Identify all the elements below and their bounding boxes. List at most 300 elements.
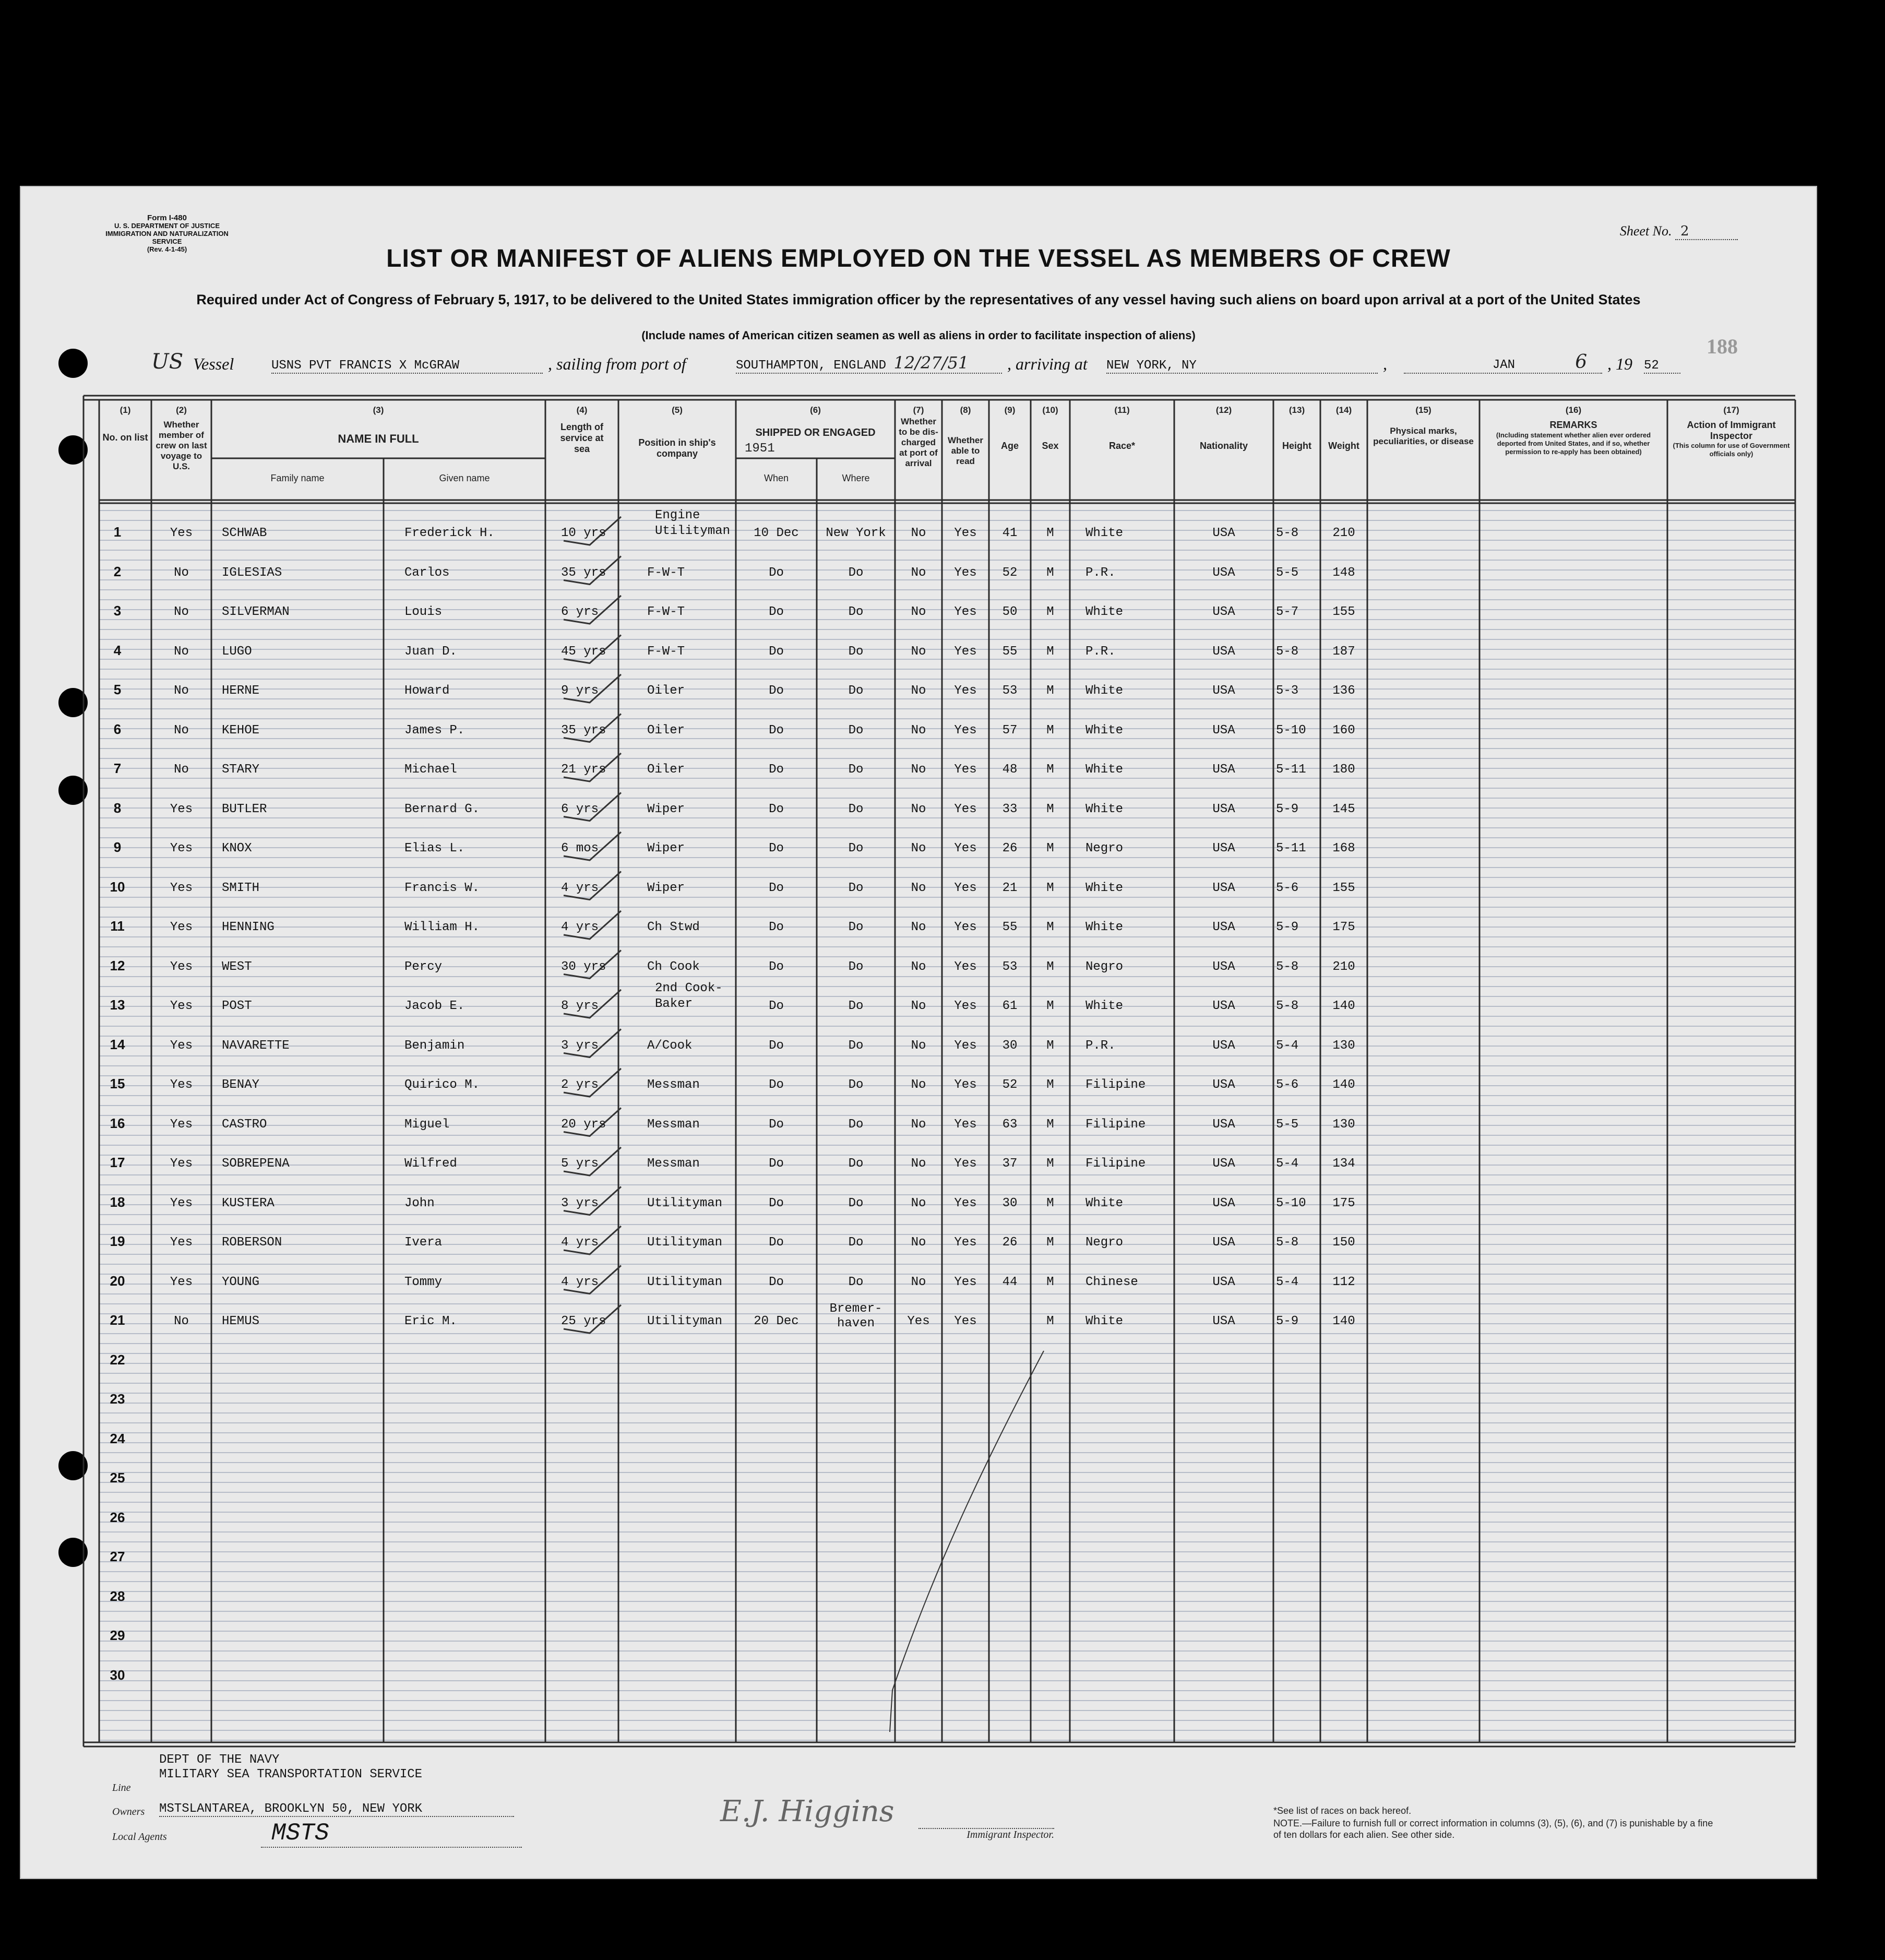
family-name: ROBERSON: [222, 1236, 282, 1250]
position-line-1: Engine: [655, 508, 700, 522]
height: 5-11: [1276, 841, 1306, 856]
header-action-sub: (This column for use of Government officials only): [1673, 442, 1790, 458]
arrival-year: 52: [1644, 359, 1680, 374]
crew-last-voyage: Yes: [170, 1196, 193, 1210]
given-name: Juan D.: [404, 644, 457, 659]
nationality: USA: [1212, 565, 1235, 580]
given-name: Francis W.: [404, 881, 480, 895]
able-to-read: Yes: [954, 1275, 977, 1289]
able-to-read: Yes: [954, 841, 977, 856]
position: Wiper: [647, 881, 685, 895]
year-prefix: , 19: [1607, 354, 1632, 373]
family-name: HENNING: [222, 920, 275, 934]
height: 5-9: [1276, 920, 1299, 934]
row-number: 14: [110, 1036, 125, 1052]
shipped-when: Do: [769, 1078, 784, 1092]
race: White: [1085, 605, 1124, 619]
row-number: 11: [110, 918, 125, 934]
header-shipped-or-engaged: SHIPPED OR ENGAGED: [755, 427, 876, 438]
age: 52: [1002, 1078, 1018, 1092]
shipped-when: Do: [769, 881, 784, 895]
able-to-read: Yes: [954, 605, 977, 619]
nationality: USA: [1212, 1236, 1235, 1250]
family-name: KEHOE: [222, 723, 260, 738]
given-name: Louis: [404, 605, 443, 619]
able-to-read: Yes: [954, 723, 977, 738]
shipped-where: Do: [848, 763, 864, 777]
height: 5-3: [1276, 684, 1299, 698]
weight: 134: [1332, 1157, 1355, 1171]
family-name: CASTRO: [222, 1117, 267, 1132]
height: 5-4: [1276, 1275, 1299, 1289]
crew-last-voyage: No: [174, 763, 189, 777]
nationality: USA: [1212, 920, 1235, 934]
race: P.R.: [1085, 644, 1116, 659]
able-to-read: Yes: [954, 1314, 977, 1328]
nationality: USA: [1212, 1078, 1235, 1092]
sex: M: [1046, 802, 1054, 816]
shipped-where: New York: [826, 526, 886, 540]
page-stamp: 188: [1707, 335, 1738, 358]
shipped-where: Do: [848, 920, 864, 934]
position: A/Cook: [647, 1038, 693, 1053]
sex: M: [1046, 1314, 1054, 1328]
age: 37: [1002, 1157, 1018, 1171]
height: 5-8: [1276, 999, 1299, 1013]
able-to-read: Yes: [954, 802, 977, 816]
shipped-when: Do: [769, 723, 784, 738]
arrival-port: NEW YORK, NY: [1106, 359, 1378, 374]
weight: 187: [1332, 644, 1355, 659]
punch-hole: [58, 435, 88, 465]
row-number: 23: [110, 1391, 125, 1407]
weight: 130: [1332, 1117, 1355, 1132]
to-be-discharged: No: [911, 526, 926, 540]
shipped-where: Do: [848, 723, 864, 738]
able-to-read: Yes: [954, 1038, 977, 1053]
to-be-discharged: No: [911, 1275, 926, 1289]
race: Negro: [1085, 959, 1124, 974]
owners-value: MSTSLANTAREA, BROOKLYN 50, NEW YORK: [159, 1802, 514, 1817]
weight: 175: [1332, 920, 1355, 934]
row-number: 18: [110, 1194, 125, 1210]
race: White: [1085, 684, 1124, 698]
header-c16-number: (16): [1565, 405, 1582, 415]
weight: 175: [1332, 1196, 1355, 1210]
row-number: 9: [113, 839, 122, 855]
to-be-discharged: No: [911, 999, 926, 1013]
length-of-service: 4 yrs: [561, 920, 599, 934]
position: F-W-T: [647, 605, 685, 619]
row-number: 6: [113, 721, 122, 737]
height: 5-6: [1276, 881, 1299, 895]
family-name: HEMUS: [222, 1314, 260, 1328]
length-of-service: 20 yrs: [561, 1117, 606, 1132]
shipped-when: Do: [769, 920, 784, 934]
length-of-service: 3 yrs: [561, 1196, 599, 1210]
to-be-discharged: No: [911, 802, 926, 816]
row-number: 30: [110, 1667, 125, 1683]
nationality: USA: [1212, 1314, 1235, 1328]
to-be-discharged: No: [911, 881, 926, 895]
family-name: BENAY: [222, 1078, 260, 1092]
punch-hole: [58, 776, 88, 805]
weight: 168: [1332, 841, 1355, 856]
header-c2-number: (2): [176, 405, 187, 415]
family-name: HERNE: [222, 684, 260, 698]
nationality: USA: [1212, 526, 1235, 540]
length-of-service: 6 yrs: [561, 802, 599, 816]
shipped-where: Do: [848, 1117, 864, 1132]
family-name: STARY: [222, 763, 260, 777]
to-be-discharged: No: [911, 723, 926, 738]
sex: M: [1046, 684, 1054, 698]
weight: 140: [1332, 999, 1355, 1013]
punch-hole: [58, 688, 88, 717]
to-be-discharged: No: [911, 1157, 926, 1171]
nationality: USA: [1212, 1038, 1235, 1053]
shipped-where: Do: [848, 999, 864, 1013]
age: 55: [1002, 644, 1018, 659]
age: 26: [1002, 1236, 1018, 1250]
family-name: LUGO: [222, 644, 252, 659]
shipped-when: Do: [769, 1038, 784, 1053]
race: White: [1085, 1314, 1124, 1328]
race: White: [1085, 526, 1124, 540]
header-c12-number: (12): [1215, 405, 1232, 415]
header-weight: Weight: [1328, 441, 1359, 451]
age: 55: [1002, 920, 1018, 934]
row-number: 24: [110, 1430, 125, 1446]
crew-last-voyage: Yes: [170, 526, 193, 540]
row-number: 15: [110, 1076, 125, 1091]
able-to-read: Yes: [954, 1236, 977, 1250]
weight: 180: [1332, 763, 1355, 777]
shipped-when: Do: [769, 763, 784, 777]
crew-last-voyage: Yes: [170, 959, 193, 974]
given-name: Carlos: [404, 565, 450, 580]
row-number: 21: [110, 1312, 125, 1328]
weight: 150: [1332, 1236, 1355, 1250]
race: White: [1085, 723, 1124, 738]
given-name: Frederick H.: [404, 526, 495, 540]
race: P.R.: [1085, 1038, 1116, 1053]
race: Chinese: [1085, 1275, 1138, 1289]
position: Messman: [647, 1117, 700, 1132]
shipped-where: Do: [848, 1275, 864, 1289]
crew-last-voyage: No: [174, 723, 189, 738]
height: 5-4: [1276, 1038, 1299, 1053]
crew-last-voyage: Yes: [170, 1038, 193, 1053]
length-of-service: 10 yrs: [561, 526, 606, 540]
arrival-month: JAN: [1492, 358, 1516, 372]
age: 50: [1002, 605, 1018, 619]
crew-last-voyage: Yes: [170, 881, 193, 895]
nationality: USA: [1212, 723, 1235, 738]
crew-last-voyage: No: [174, 1314, 189, 1328]
age: 52: [1002, 565, 1018, 580]
age: 33: [1002, 802, 1018, 816]
crew-last-voyage: Yes: [170, 1078, 193, 1092]
row-number: 17: [110, 1155, 125, 1170]
position: Ch Stwd: [647, 920, 700, 934]
age: 61: [1002, 999, 1018, 1013]
age: 48: [1002, 763, 1018, 777]
length-of-service: 2 yrs: [561, 1078, 599, 1092]
age: 41: [1002, 526, 1018, 540]
race: White: [1085, 1196, 1124, 1210]
height: 5-9: [1276, 1314, 1299, 1328]
header-where: Where: [842, 473, 870, 483]
shipped-when: Do: [769, 999, 784, 1013]
header-nationality: Nationality: [1199, 441, 1248, 451]
position-line-2: Baker: [655, 997, 693, 1011]
weight: 155: [1332, 881, 1355, 895]
length-of-service: 8 yrs: [561, 999, 599, 1013]
to-be-discharged: No: [911, 1117, 926, 1132]
arrival-day: 6: [1575, 351, 1588, 373]
required-statement: Required under Act of Congress of February 5, 1917, to be delivered to the United States immigration officer by the representatives of any vessel having such aliens on board upon arrival at a port of the United States: [196, 292, 1641, 307]
to-be-discharged: No: [911, 763, 926, 777]
row-number: 16: [110, 1115, 125, 1131]
family-name: SMITH: [222, 881, 260, 895]
header-c1-number: (1): [120, 405, 131, 415]
crew-last-voyage: Yes: [170, 1275, 193, 1289]
header-no-on-list: No. on list: [102, 432, 148, 443]
shipped-when: Do: [769, 1196, 784, 1210]
header-able-to-read: Whether able to read: [948, 435, 983, 466]
height: 5-6: [1276, 1078, 1299, 1092]
able-to-read: Yes: [954, 644, 977, 659]
header-c13-number: (13): [1289, 405, 1305, 415]
nationality: USA: [1212, 605, 1235, 619]
race: White: [1085, 999, 1124, 1013]
shipped-where: Do: [848, 802, 864, 816]
height: 5-4: [1276, 1157, 1299, 1171]
able-to-read: Yes: [954, 1078, 977, 1092]
form-rev: (Rev. 4-1-45): [147, 245, 187, 253]
length-of-service: 9 yrs: [561, 684, 599, 698]
penalty-note: NOTE.—Failure to furnish full or correct information in columns (3), (5), (6), and (7) is punishable by a fine of ten dollars for each alien. See other side.: [1273, 1818, 1713, 1840]
weight: 210: [1332, 526, 1355, 540]
sex: M: [1046, 723, 1054, 738]
sex: M: [1046, 565, 1054, 580]
able-to-read: Yes: [954, 999, 977, 1013]
header-shipped-year: 1951: [745, 442, 775, 456]
sheet-label: Sheet No.: [1619, 223, 1672, 239]
sheet-number-value: 2: [1675, 223, 1738, 240]
race: White: [1085, 802, 1124, 816]
header-action-inspector: Action of Immigrant Inspector: [1687, 420, 1776, 441]
header-c5-number: (5): [672, 405, 683, 415]
given-name: Michael: [404, 763, 457, 777]
nationality: USA: [1212, 959, 1235, 974]
to-be-discharged: No: [911, 1196, 926, 1210]
able-to-read: Yes: [954, 565, 977, 580]
row-number: 2: [113, 563, 122, 579]
able-to-read: Yes: [954, 1196, 977, 1210]
weight: 155: [1332, 605, 1355, 619]
header-member-last-voyage: Whether member of crew on last voyage to U.S.: [156, 420, 207, 471]
weight: 136: [1332, 684, 1355, 698]
race: Filipine: [1085, 1117, 1146, 1132]
sex: M: [1046, 841, 1054, 856]
height: 5-5: [1276, 1117, 1299, 1132]
shipped-when: Do: [769, 1236, 784, 1250]
punch-hole: [58, 349, 88, 378]
row-number: 4: [113, 642, 122, 658]
given-name: Ivera: [404, 1236, 443, 1250]
position: Oiler: [647, 684, 685, 698]
line-value-1: DEPT OF THE NAVY: [159, 1753, 280, 1767]
crew-last-voyage: No: [174, 565, 189, 580]
to-be-discharged: Yes: [907, 1314, 930, 1328]
row-number: 26: [110, 1509, 125, 1525]
nationality: USA: [1212, 999, 1235, 1013]
position: Ch Cook: [647, 959, 700, 974]
length-of-service: 4 yrs: [561, 881, 599, 895]
crew-last-voyage: Yes: [170, 1117, 193, 1132]
sailing-date: 12/27/51: [893, 353, 969, 373]
shipped-where: Do: [848, 959, 864, 974]
nationality: USA: [1212, 1196, 1235, 1210]
header-position: Position in ship's company: [638, 437, 716, 459]
given-name: Wilfred: [404, 1157, 457, 1171]
sex: M: [1046, 999, 1054, 1013]
sex: M: [1046, 763, 1054, 777]
header-c9-number: (9): [1004, 405, 1016, 415]
header-height: Height: [1282, 441, 1311, 451]
header-remarks-sub: (Including statement whether alien ever ordered deported from United States, and if so, whether permission to re-apply has been obtained): [1496, 431, 1651, 456]
page-title: LIST OR MANIFEST OF ALIENS EMPLOYED ON THE VESSEL AS MEMBERS OF CREW: [386, 245, 1451, 272]
header-age: Age: [1000, 441, 1019, 451]
age: 53: [1002, 684, 1018, 698]
form-dept: U. S. DEPARTMENT OF JUSTICE: [114, 222, 220, 230]
to-be-discharged: No: [911, 841, 926, 856]
vessel-label: Vessel: [193, 354, 234, 373]
length-of-service: 4 yrs: [561, 1236, 599, 1250]
position: Utilityman: [647, 1314, 723, 1328]
to-be-discharged: No: [911, 1236, 926, 1250]
header-c6-number: (6): [810, 405, 821, 415]
position: Messman: [647, 1078, 700, 1092]
age: 30: [1002, 1038, 1018, 1053]
to-be-discharged: No: [911, 1038, 926, 1053]
inspector-label: Immigrant Inspector.: [918, 1828, 1054, 1841]
nationality: USA: [1212, 881, 1235, 895]
row-number: 28: [110, 1588, 125, 1604]
able-to-read: Yes: [954, 1117, 977, 1132]
height: 5-8: [1276, 644, 1299, 659]
family-name: SCHWAB: [222, 526, 267, 540]
race: White: [1085, 881, 1124, 895]
family-name: SILVERMAN: [222, 605, 290, 619]
able-to-read: Yes: [954, 881, 977, 895]
height: 5-10: [1276, 1196, 1306, 1210]
weight: 140: [1332, 1078, 1355, 1092]
height: 5-5: [1276, 565, 1299, 580]
shipped-where: Do: [848, 1038, 864, 1053]
position-line-2: Utilityman: [655, 524, 731, 538]
race: Filipine: [1085, 1078, 1146, 1092]
row-number: 19: [110, 1233, 125, 1249]
shipped-when: Do: [769, 1117, 784, 1132]
crew-last-voyage: No: [174, 684, 189, 698]
crew-last-voyage: Yes: [170, 1236, 193, 1250]
height: 5-8: [1276, 1236, 1299, 1250]
header-c15-number: (15): [1415, 405, 1431, 415]
age: 21: [1002, 881, 1018, 895]
weight: 130: [1332, 1038, 1355, 1053]
race: Negro: [1085, 841, 1124, 856]
shipped-when: Do: [769, 1157, 784, 1171]
header-length-of-service: Length of service at sea: [560, 422, 604, 454]
shipped-where: Do: [848, 565, 864, 580]
row-number: 7: [113, 761, 122, 776]
given-name: Bernard G.: [404, 802, 480, 816]
row-number: 8: [113, 800, 122, 816]
header-family-name: Family name: [270, 473, 325, 483]
header-c8-number: (8): [960, 405, 971, 415]
to-be-discharged: No: [911, 565, 926, 580]
header-c17-number: (17): [1723, 405, 1739, 415]
arriving-label: , arriving at: [1007, 354, 1088, 373]
to-be-discharged: No: [911, 684, 926, 698]
family-name: IGLESIAS: [222, 565, 282, 580]
able-to-read: Yes: [954, 959, 977, 974]
position: Oiler: [647, 763, 685, 777]
age: 53: [1002, 959, 1018, 974]
row-number: 1: [113, 524, 122, 540]
sex: M: [1046, 1275, 1054, 1289]
age: 63: [1002, 1117, 1018, 1132]
crew-last-voyage: Yes: [170, 999, 193, 1013]
row-number: 3: [113, 603, 122, 619]
height: 5-11: [1276, 763, 1306, 777]
sailing-port: [736, 353, 1002, 374]
shipped-when: 10 Dec: [754, 526, 799, 540]
height: 5-8: [1276, 959, 1299, 974]
nationality: USA: [1212, 841, 1235, 856]
family-name: BUTLER: [222, 802, 267, 816]
sex: M: [1046, 881, 1054, 895]
punch-hole: [58, 1538, 88, 1567]
row-number: 12: [110, 957, 125, 973]
shipped-where: Do: [848, 1236, 864, 1250]
length-of-service: 3 yrs: [561, 1038, 599, 1053]
header-remarks: REMARKS: [1549, 420, 1597, 430]
length-of-service: 35 yrs: [561, 565, 606, 580]
header-physical-marks: Physical marks, peculiarities, or disease: [1373, 426, 1474, 446]
shipped-when: 20 Dec: [754, 1314, 799, 1328]
age: 57: [1002, 723, 1018, 738]
sex: M: [1046, 959, 1054, 974]
length-of-service: 6 yrs: [561, 605, 599, 619]
position: Wiper: [647, 802, 685, 816]
position: Utilityman: [647, 1275, 723, 1289]
row-number: 27: [110, 1549, 125, 1564]
able-to-read: Yes: [954, 920, 977, 934]
sex: M: [1046, 1038, 1054, 1053]
to-be-discharged: No: [911, 605, 926, 619]
row-number: 20: [110, 1273, 125, 1289]
able-to-read: Yes: [954, 526, 977, 540]
age: 30: [1002, 1196, 1018, 1210]
family-name: NAVARETTE: [222, 1038, 290, 1053]
header-name-in-full: NAME IN FULL: [338, 432, 419, 445]
family-name: WEST: [222, 959, 252, 974]
sheet-number: [1620, 223, 1738, 240]
